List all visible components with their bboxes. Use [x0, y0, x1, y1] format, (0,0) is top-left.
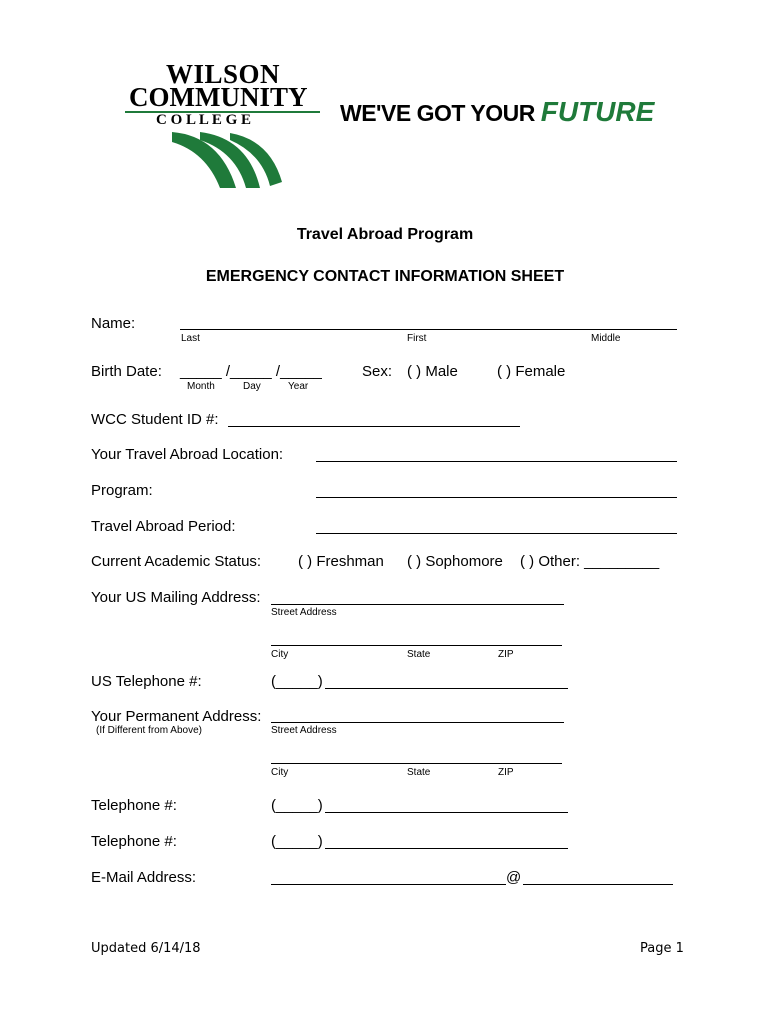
- page-subtitle: EMERGENCY CONTACT INFORMATION SHEET: [205, 268, 565, 285]
- email-label: E-Mail Address:: [91, 869, 197, 886]
- email-at-sign: @: [506, 869, 522, 886]
- footer-updated: Updated 6/14/18: [91, 941, 201, 956]
- logo-community: COMMUNITY: [129, 82, 308, 112]
- tagline-prefix: WE'VE GOT YOUR: [340, 100, 541, 126]
- birth-year-caption: Year: [288, 381, 309, 392]
- email-user-field-line[interactable]: [271, 884, 506, 885]
- us-phone-label: US Telephone #:: [91, 673, 202, 690]
- sex-label: Sex:: [362, 363, 393, 380]
- birth-date-label: Birth Date:: [91, 363, 162, 380]
- name-field-line[interactable]: [180, 329, 677, 330]
- phone1-area-code[interactable]: (_____): [271, 797, 323, 814]
- us-city-field-line[interactable]: [271, 645, 562, 646]
- logo-college: C O L L E G E: [156, 112, 252, 128]
- program-label: Program:: [91, 482, 153, 499]
- us-street-caption: Street Address: [271, 607, 337, 618]
- us-zip-caption: ZIP: [498, 649, 514, 660]
- program-field-line[interactable]: [316, 497, 677, 498]
- name-first-caption: First: [407, 333, 427, 344]
- email-domain-field-line[interactable]: [523, 884, 673, 885]
- tagline-future: FUTURE: [540, 96, 655, 127]
- perm-city-field-line[interactable]: [271, 763, 562, 764]
- us-state-caption: State: [407, 649, 431, 660]
- status-sophomore-option[interactable]: ( ) Sophomore: [407, 553, 503, 570]
- perm-address-label: Your Permanent Address:: [91, 708, 262, 725]
- location-field-line[interactable]: [316, 461, 677, 462]
- sex-male-option[interactable]: ( ) Male: [407, 363, 458, 380]
- status-freshman-option[interactable]: ( ) Freshman: [298, 553, 384, 570]
- location-label: Your Travel Abroad Location:: [91, 446, 284, 463]
- name-last-caption: Last: [181, 333, 200, 344]
- student-id-label: WCC Student ID #:: [91, 411, 219, 428]
- phone1-field-line[interactable]: [325, 812, 568, 813]
- status-other-option[interactable]: ( ) Other: _________: [520, 553, 660, 570]
- perm-street-field-line[interactable]: [271, 722, 564, 723]
- logo-wilson: WILSON: [166, 59, 281, 89]
- birth-date-blanks[interactable]: _____ /_____ /_____: [180, 363, 322, 380]
- sex-female-option[interactable]: ( ) Female: [497, 363, 566, 380]
- student-id-field-line[interactable]: [228, 426, 520, 427]
- period-field-line[interactable]: [316, 533, 677, 534]
- us-city-caption: City: [271, 649, 289, 660]
- period-label: Travel Abroad Period:: [91, 518, 236, 535]
- us-phone-field-line[interactable]: [325, 688, 568, 689]
- footer-page-number: Page 1: [640, 941, 684, 956]
- page-title: Travel Abroad Program: [296, 226, 474, 243]
- phone2-label: Telephone #:: [91, 833, 177, 850]
- perm-zip-caption: ZIP: [498, 767, 514, 778]
- name-middle-caption: Middle: [591, 333, 621, 344]
- phone1-label: Telephone #:: [91, 797, 177, 814]
- perm-city-caption: City: [271, 767, 289, 778]
- logo-tagline: [340, 96, 654, 128]
- birth-month-caption: Month: [187, 381, 215, 392]
- name-label: Name:: [91, 315, 136, 332]
- birth-day-caption: Day: [243, 381, 261, 392]
- us-address-label: Your US Mailing Address:: [91, 589, 261, 606]
- phone2-area-code[interactable]: (_____): [271, 833, 323, 850]
- logo-swoosh-graphic: [170, 130, 285, 192]
- us-phone-area-code[interactable]: (_____): [271, 673, 323, 690]
- status-label: Current Academic Status:: [91, 553, 262, 570]
- phone2-field-line[interactable]: [325, 848, 568, 849]
- perm-street-caption: Street Address: [271, 725, 337, 736]
- perm-state-caption: State: [407, 767, 431, 778]
- us-street-field-line[interactable]: [271, 604, 564, 605]
- perm-address-note: (If Different from Above): [96, 725, 202, 736]
